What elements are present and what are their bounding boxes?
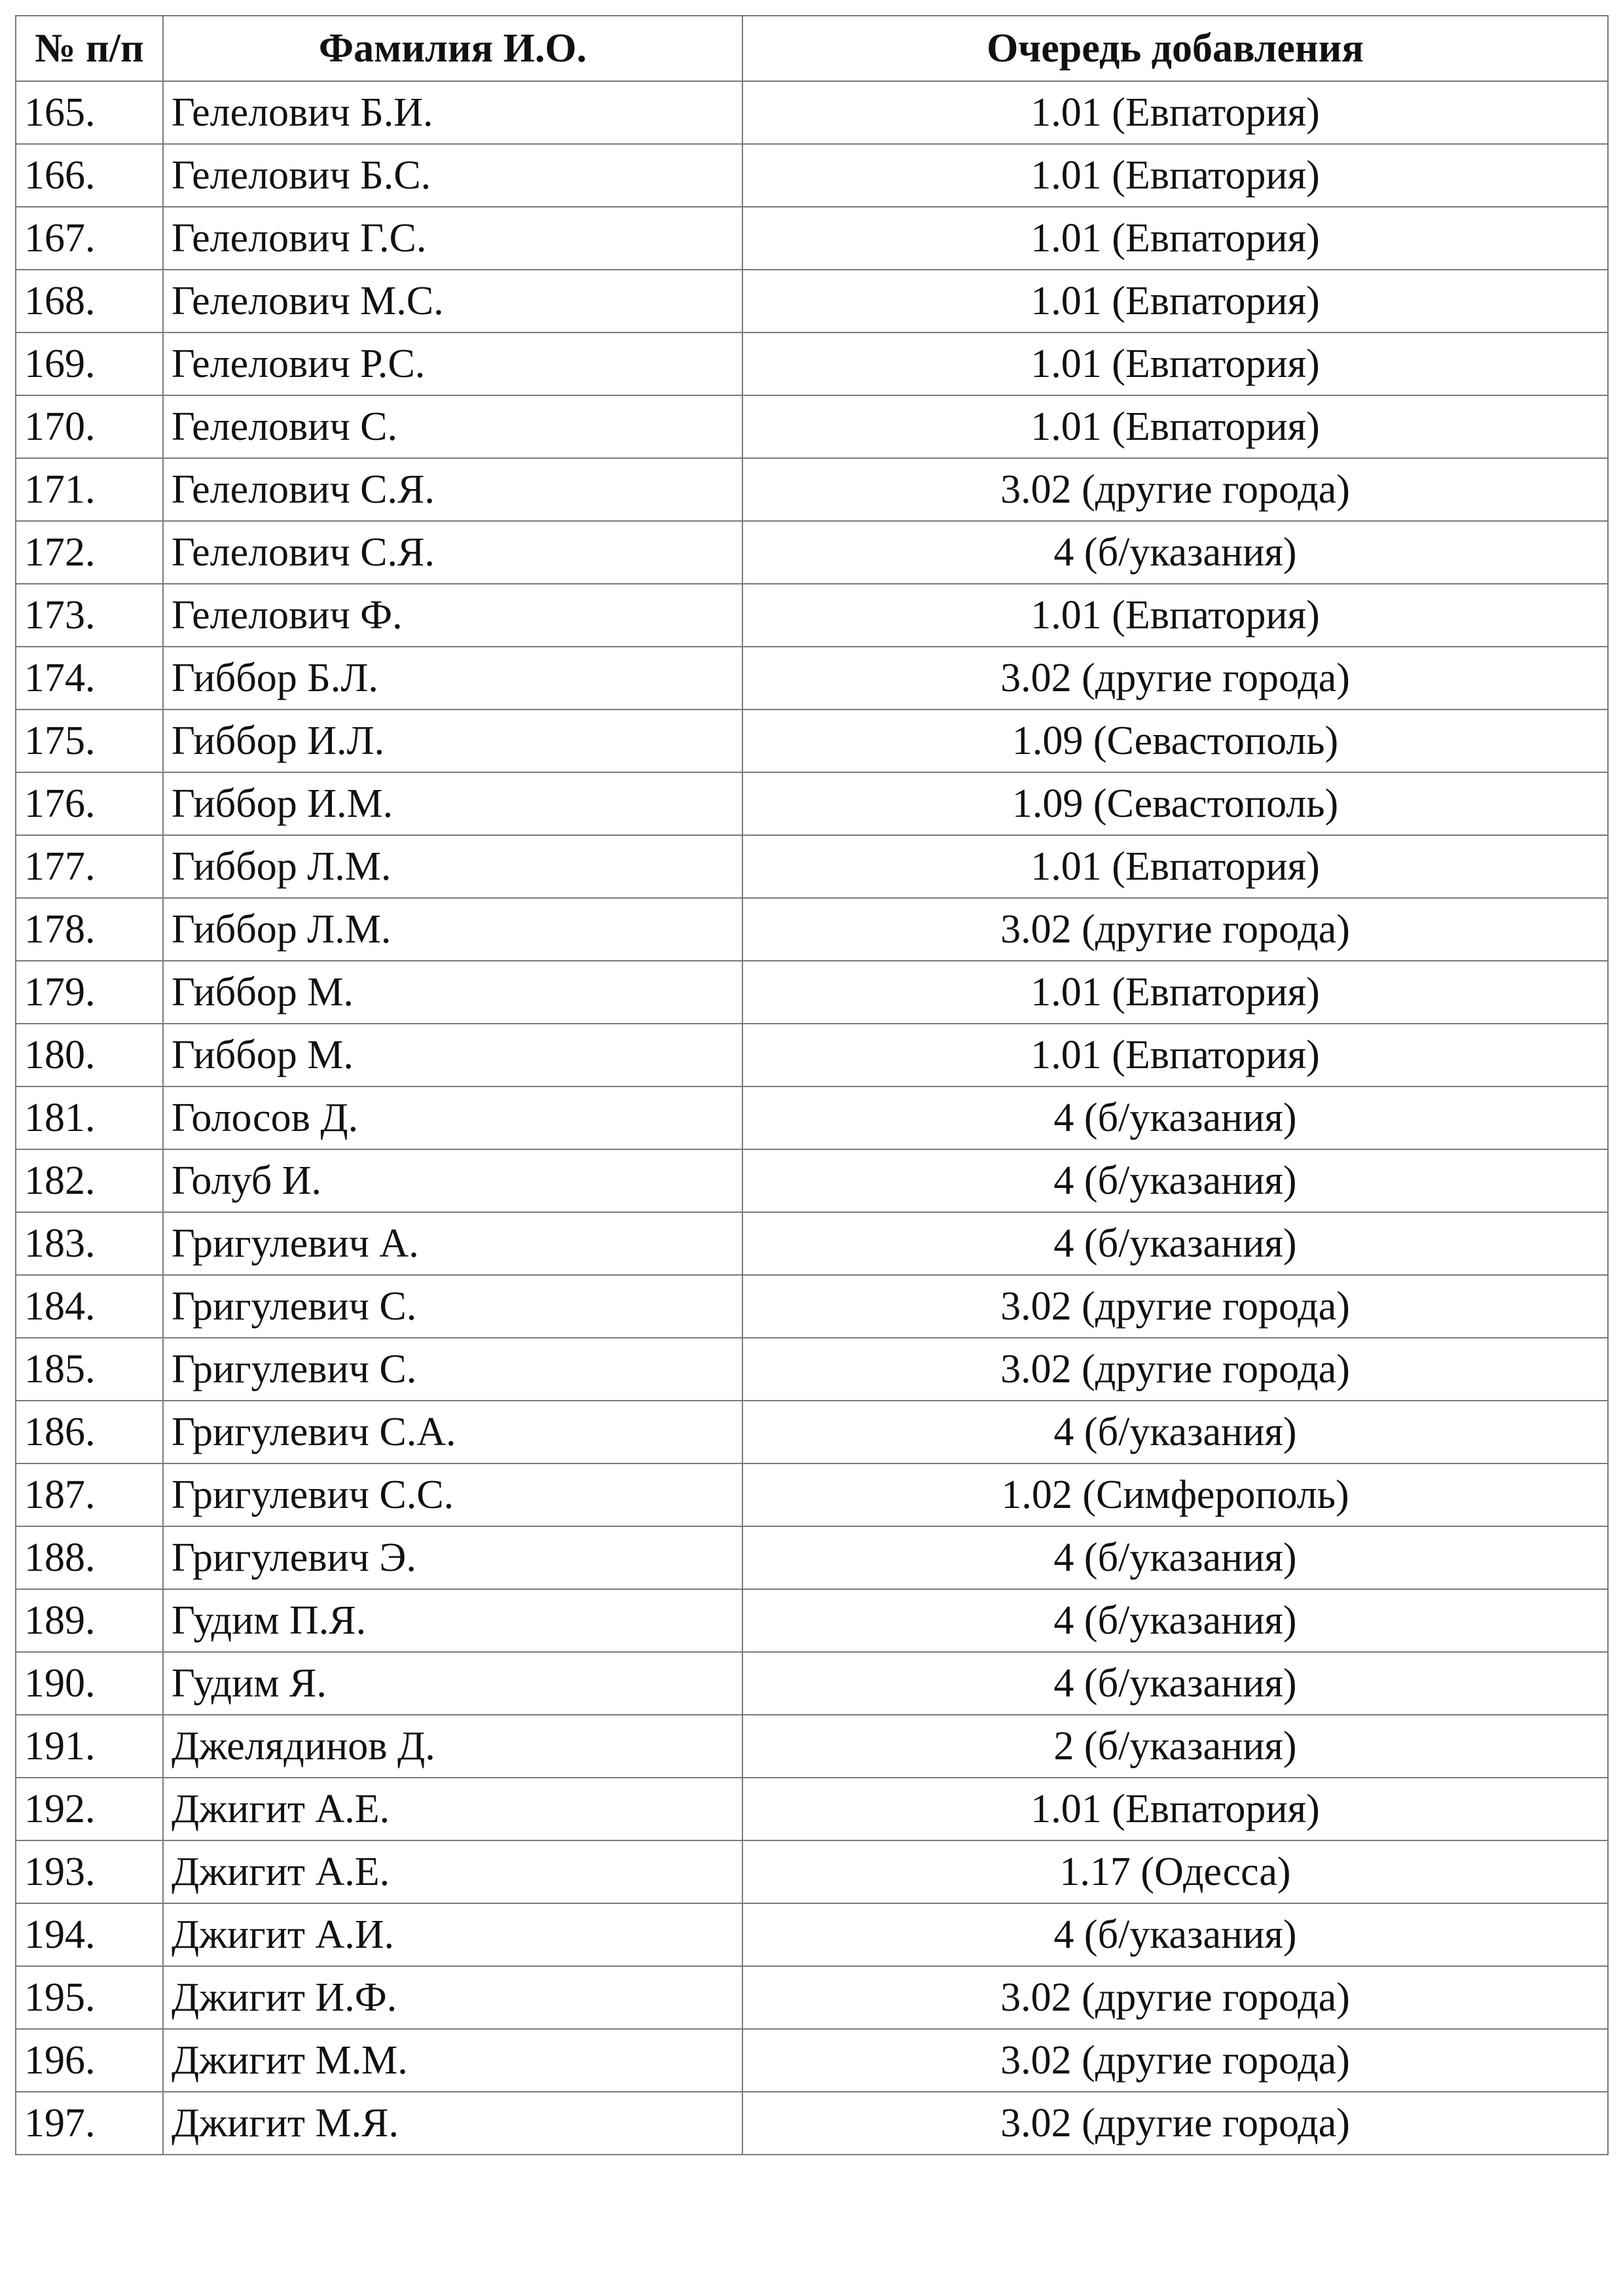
header-queue: Очередь добавления: [742, 16, 1608, 81]
row-number: 195.: [16, 1966, 163, 2029]
row-name: Джигит А.И.: [163, 1903, 742, 1966]
table-row: [16, 709, 1608, 772]
row-name: Гиббор И.М.: [163, 772, 742, 835]
row-queue: 3.02 (другие города): [742, 2092, 1608, 2155]
table-row: [16, 81, 1608, 144]
row-queue: 1.02 (Симферополь): [742, 1463, 1608, 1526]
row-number: 171.: [16, 458, 163, 521]
row-queue: 1.09 (Севастополь): [742, 709, 1608, 772]
row-number: 193.: [16, 1840, 163, 1903]
row-queue: 4 (б/указания): [742, 1401, 1608, 1463]
row-number: 184.: [16, 1275, 163, 1338]
row-name: Гелелович С.: [163, 395, 742, 458]
row-queue: 4 (б/указания): [742, 1086, 1608, 1149]
row-name: Григулевич С.: [163, 1338, 742, 1401]
row-queue: 2 (б/указания): [742, 1715, 1608, 1778]
row-name: Гелелович М.С.: [163, 270, 742, 332]
row-queue: 1.09 (Севастополь): [742, 772, 1608, 835]
row-name: Григулевич А.: [163, 1212, 742, 1275]
table-row: [16, 144, 1608, 207]
row-queue: 4 (б/указания): [742, 1903, 1608, 1966]
table-row: [16, 1149, 1608, 1212]
row-name: Джигит А.Е.: [163, 1840, 742, 1903]
row-name: Гиббор Б.Л.: [163, 647, 742, 709]
row-queue: 3.02 (другие города): [742, 1338, 1608, 1401]
row-queue: 1.01 (Евпатория): [742, 961, 1608, 1024]
table-row: [16, 1715, 1608, 1778]
table-row: [16, 332, 1608, 395]
row-name: Гиббор Л.М.: [163, 898, 742, 961]
row-name: Гелелович Б.И.: [163, 81, 742, 144]
row-number: 165.: [16, 81, 163, 144]
row-name: Гиббор М.: [163, 1024, 742, 1086]
row-name: Гудим Я.: [163, 1652, 742, 1715]
table-row: [16, 1589, 1608, 1652]
table-row: [16, 1778, 1608, 1840]
row-number: 179.: [16, 961, 163, 1024]
row-name: Гиббор Л.М.: [163, 835, 742, 898]
row-queue: 1.01 (Евпатория): [742, 395, 1608, 458]
table-row: [16, 521, 1608, 584]
table-row: [16, 772, 1608, 835]
row-number: 183.: [16, 1212, 163, 1275]
row-number: 190.: [16, 1652, 163, 1715]
row-queue: 3.02 (другие города): [742, 898, 1608, 961]
table-row: [16, 1024, 1608, 1086]
table-row: [16, 835, 1608, 898]
row-number: 181.: [16, 1086, 163, 1149]
row-number: 176.: [16, 772, 163, 835]
row-number: 178.: [16, 898, 163, 961]
row-queue: 1.01 (Евпатория): [742, 835, 1608, 898]
names-table: [15, 15, 1609, 2155]
row-number: 174.: [16, 647, 163, 709]
row-queue: 3.02 (другие города): [742, 647, 1608, 709]
row-queue: 4 (б/указания): [742, 521, 1608, 584]
row-number: 197.: [16, 2092, 163, 2155]
header-number: № п/п: [16, 16, 163, 81]
row-queue: 1.01 (Евпатория): [742, 270, 1608, 332]
row-name: Джигит М.М.: [163, 2029, 742, 2092]
row-queue: 3.02 (другие города): [742, 1966, 1608, 2029]
row-name: Григулевич С.А.: [163, 1401, 742, 1463]
row-queue: 4 (б/указания): [742, 1149, 1608, 1212]
row-name: Гелелович Б.С.: [163, 144, 742, 207]
row-number: 177.: [16, 835, 163, 898]
row-queue: 1.01 (Евпатория): [742, 144, 1608, 207]
row-queue: 1.01 (Евпатория): [742, 584, 1608, 647]
row-name: Григулевич С.С.: [163, 1463, 742, 1526]
row-queue: 4 (б/указания): [742, 1652, 1608, 1715]
row-name: Григулевич С.: [163, 1275, 742, 1338]
row-queue: 3.02 (другие города): [742, 1275, 1608, 1338]
row-name: Джигит И.Ф.: [163, 1966, 742, 2029]
table-row: [16, 1903, 1608, 1966]
header-row: [16, 16, 1608, 81]
row-name: Джигит М.Я.: [163, 2092, 742, 2155]
row-number: 169.: [16, 332, 163, 395]
row-number: 166.: [16, 144, 163, 207]
row-queue: 3.02 (другие города): [742, 2029, 1608, 2092]
row-name: Гелелович Г.С.: [163, 207, 742, 270]
row-queue: 4 (б/указания): [742, 1212, 1608, 1275]
row-queue: 1.01 (Евпатория): [742, 1024, 1608, 1086]
row-name: Гелелович Ф.: [163, 584, 742, 647]
row-number: 168.: [16, 270, 163, 332]
table-row: [16, 207, 1608, 270]
row-number: 186.: [16, 1401, 163, 1463]
table-row: [16, 1275, 1608, 1338]
table-row: [16, 458, 1608, 521]
row-number: 188.: [16, 1526, 163, 1589]
row-queue: 4 (б/указания): [742, 1589, 1608, 1652]
row-number: 194.: [16, 1903, 163, 1966]
row-name: Гелелович С.Я.: [163, 458, 742, 521]
row-number: 170.: [16, 395, 163, 458]
row-name: Гудим П.Я.: [163, 1589, 742, 1652]
table-row: [16, 270, 1608, 332]
row-number: 173.: [16, 584, 163, 647]
table-row: [16, 584, 1608, 647]
row-number: 172.: [16, 521, 163, 584]
row-queue: 1.01 (Евпатория): [742, 207, 1608, 270]
row-queue: 1.17 (Одесса): [742, 1840, 1608, 1903]
table-row: [16, 2029, 1608, 2092]
row-name: Григулевич Э.: [163, 1526, 742, 1589]
table-row: [16, 647, 1608, 709]
row-number: 167.: [16, 207, 163, 270]
row-number: 189.: [16, 1589, 163, 1652]
table-row: [16, 1526, 1608, 1589]
row-number: 182.: [16, 1149, 163, 1212]
row-number: 175.: [16, 709, 163, 772]
table-row: [16, 2092, 1608, 2155]
row-name: Джелядинов Д.: [163, 1715, 742, 1778]
table-row: [16, 1463, 1608, 1526]
table-row: [16, 1966, 1608, 2029]
row-number: 192.: [16, 1778, 163, 1840]
row-number: 196.: [16, 2029, 163, 2092]
table-header: [16, 16, 1608, 81]
row-queue: 4 (б/указания): [742, 1526, 1608, 1589]
row-queue: 1.01 (Евпатория): [742, 81, 1608, 144]
table-row: [16, 898, 1608, 961]
row-number: 191.: [16, 1715, 163, 1778]
row-name: Джигит А.Е.: [163, 1778, 742, 1840]
row-queue: 1.01 (Евпатория): [742, 1778, 1608, 1840]
row-name: Гелелович Р.С.: [163, 332, 742, 395]
table-row: [16, 395, 1608, 458]
row-name: Голуб И.: [163, 1149, 742, 1212]
table-row: [16, 1401, 1608, 1463]
row-name: Гелелович С.Я.: [163, 521, 742, 584]
table-row: [16, 1338, 1608, 1401]
row-name: Голосов Д.: [163, 1086, 742, 1149]
row-name: Гиббор И.Л.: [163, 709, 742, 772]
table-row: [16, 961, 1608, 1024]
table-row: [16, 1212, 1608, 1275]
row-number: 187.: [16, 1463, 163, 1526]
row-name: Гиббор М.: [163, 961, 742, 1024]
table-row: [16, 1086, 1608, 1149]
row-queue: 3.02 (другие города): [742, 458, 1608, 521]
table-row: [16, 1840, 1608, 1903]
row-number: 180.: [16, 1024, 163, 1086]
row-number: 185.: [16, 1338, 163, 1401]
row-queue: 1.01 (Евпатория): [742, 332, 1608, 395]
table-row: [16, 1652, 1608, 1715]
header-name: Фамилия И.О.: [163, 16, 742, 81]
table-body: [16, 81, 1608, 2155]
